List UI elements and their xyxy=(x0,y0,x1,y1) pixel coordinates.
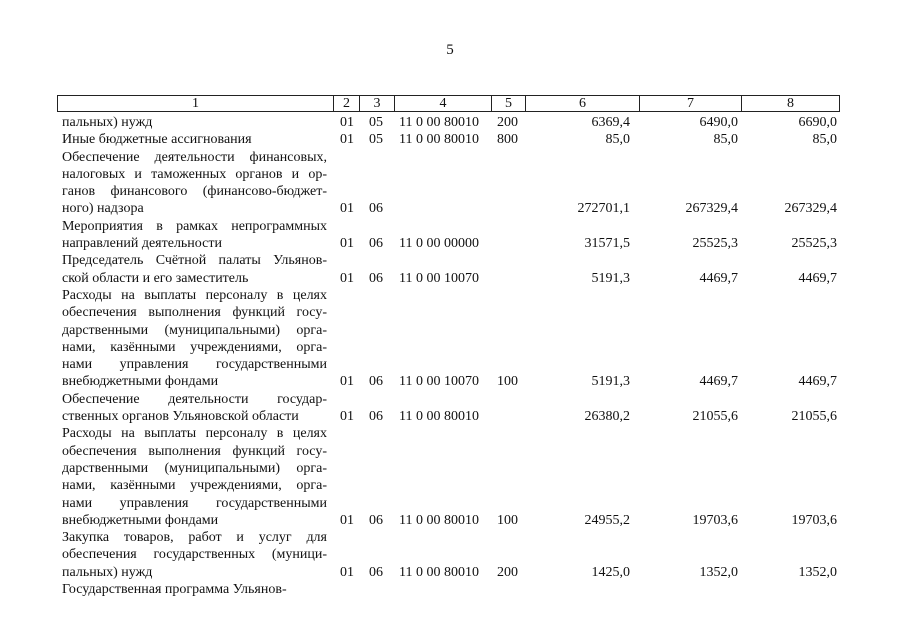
row-description xyxy=(62,529,327,581)
header-col-7: 7 xyxy=(640,96,742,111)
cell-c4: 11 0 00 00000 xyxy=(399,236,479,252)
cell-c6: 31571,5 xyxy=(584,236,630,252)
description-line: ской области и его заместитель xyxy=(62,270,249,286)
description-line: пальных) нужд xyxy=(62,115,153,130)
row-description xyxy=(62,391,327,426)
cell-c5: 800 xyxy=(497,132,518,148)
cell-c2: 01 xyxy=(340,201,354,217)
cell-c6: 85,0 xyxy=(605,132,630,148)
description-line: Иные бюджетные ассигнования xyxy=(62,132,252,148)
cell-c6: 272701,1 xyxy=(577,201,630,217)
cell-c7: 1352,0 xyxy=(699,564,738,580)
description-line: ного) надзора xyxy=(62,201,144,217)
cell-c4: 11 0 00 10070 xyxy=(399,374,479,390)
table-row xyxy=(0,425,905,529)
cell-c4: 11 0 00 80010 xyxy=(399,564,479,580)
description-line: Мероприятия в рамках непрограммных xyxy=(62,218,327,234)
cell-c8: 25525,3 xyxy=(791,236,837,252)
cell-c6: 26380,2 xyxy=(584,409,630,425)
cell-c6: 5191,3 xyxy=(591,374,630,390)
cell-c3: 06 xyxy=(369,201,383,217)
row-description xyxy=(62,425,327,529)
table-row xyxy=(0,149,905,218)
cell-c7: 21055,6 xyxy=(692,409,738,425)
cell-c8: 19703,6 xyxy=(791,512,837,528)
cell-c4: 11 0 00 10070 xyxy=(399,270,479,286)
cell-c3: 06 xyxy=(369,512,383,528)
row-description xyxy=(62,287,327,391)
description-line: Председатель Счётной палаты Ульянов- xyxy=(62,253,327,269)
description-line: обеспечения выполнения функций госу- xyxy=(62,305,327,321)
cell-c7: 19703,6 xyxy=(692,512,738,528)
cell-c7: 4469,7 xyxy=(699,374,738,390)
cell-c7: 267329,4 xyxy=(685,201,738,217)
page-number: 5 xyxy=(446,42,454,58)
description-line: нами управления государственными xyxy=(62,495,327,511)
cell-c7: 25525,3 xyxy=(692,236,738,252)
table-row xyxy=(0,287,905,391)
cell-c8: 4469,7 xyxy=(798,374,837,390)
cell-c4: 11 0 00 80010 xyxy=(399,115,479,130)
cell-c8: 267329,4 xyxy=(784,201,837,217)
cell-c3: 05 xyxy=(369,115,383,130)
row-description xyxy=(62,131,327,148)
description-line: нами, казёнными учреждениями, орга- xyxy=(62,339,327,355)
table-row xyxy=(0,218,905,253)
description-line: Обеспечение деятельности финансовых, xyxy=(62,149,327,165)
description-line: внебюджетными фондами xyxy=(62,374,219,390)
description-line: Обеспечение деятельности государ- xyxy=(62,391,327,407)
cell-c5: 200 xyxy=(497,115,518,130)
description-line: нами управления государственными xyxy=(62,357,327,373)
cell-c3: 06 xyxy=(369,374,383,390)
cell-c3: 06 xyxy=(369,236,383,252)
description-line: ганов финансового (финансово-бюджет- xyxy=(62,184,327,200)
header-col-4: 4 xyxy=(395,96,492,111)
table-body xyxy=(0,114,905,598)
cell-c7: 85,0 xyxy=(713,132,738,148)
description-line: внебюджетными фондами xyxy=(62,512,219,528)
table-row xyxy=(0,131,905,148)
description-line: ственных органов Ульяновской области xyxy=(62,409,299,425)
cell-c2: 01 xyxy=(340,132,354,148)
header-col-3: 3 xyxy=(360,96,395,111)
description-line: направлений деятельности xyxy=(62,236,222,252)
description-line: налоговых и таможенных органов и ор- xyxy=(62,166,327,182)
cell-c2: 01 xyxy=(340,564,354,580)
description-line: обеспечения государственных (муници- xyxy=(62,547,327,563)
cell-c6: 24955,2 xyxy=(584,512,630,528)
header-col-5: 5 xyxy=(492,96,526,111)
table-row xyxy=(0,391,905,426)
description-line: дарственными (муниципальными) орга- xyxy=(62,460,327,476)
cell-c5: 200 xyxy=(497,564,518,580)
cell-c8: 85,0 xyxy=(812,132,837,148)
description-line: Государственная программа Ульянов- xyxy=(62,582,287,598)
cell-c4: 11 0 00 80010 xyxy=(399,132,479,148)
cell-c8: 6690,0 xyxy=(798,115,837,130)
cell-c2: 01 xyxy=(340,409,354,425)
cell-c2: 01 xyxy=(340,270,354,286)
description-line: Расходы на выплаты персоналу в целях xyxy=(62,426,327,442)
cell-c8: 4469,7 xyxy=(798,270,837,286)
cell-c7: 4469,7 xyxy=(699,270,738,286)
cell-c6: 1425,0 xyxy=(591,564,630,580)
row-description xyxy=(62,252,327,287)
cell-c6: 5191,3 xyxy=(591,270,630,286)
cell-c2: 01 xyxy=(340,512,354,528)
cell-c8: 1352,0 xyxy=(798,564,837,580)
header-col-6: 6 xyxy=(526,96,640,111)
cell-c5: 100 xyxy=(497,374,518,390)
row-description xyxy=(62,114,327,131)
cell-c4: 11 0 00 80010 xyxy=(399,409,479,425)
cell-c2: 01 xyxy=(340,115,354,130)
row-description xyxy=(62,149,327,218)
cell-c5: 100 xyxy=(497,512,518,528)
cell-c2: 01 xyxy=(340,236,354,252)
cell-c8: 21055,6 xyxy=(791,409,837,425)
cell-c3: 05 xyxy=(369,132,383,148)
row-description xyxy=(62,581,327,598)
description-line: нами, казёнными учреждениями, орга- xyxy=(62,478,327,494)
table-row xyxy=(0,114,905,131)
table-row xyxy=(0,581,905,598)
cell-c3: 06 xyxy=(369,409,383,425)
cell-c4: 11 0 00 80010 xyxy=(399,512,479,528)
cell-c3: 06 xyxy=(369,270,383,286)
description-line: Закупка товаров, работ и услуг для xyxy=(62,530,327,546)
description-line: дарственными (муниципальными) орга- xyxy=(62,322,327,338)
header-col-8: 8 xyxy=(787,96,794,111)
cell-c7: 6490,0 xyxy=(699,115,738,130)
header-col-2: 2 xyxy=(334,96,360,111)
header-col-1: 1 xyxy=(58,96,334,111)
table-row xyxy=(0,252,905,287)
cell-c6: 6369,4 xyxy=(591,115,630,130)
row-description xyxy=(62,218,327,253)
table-row xyxy=(0,529,905,581)
description-line: пальных) нужд xyxy=(62,564,153,580)
cell-c3: 06 xyxy=(369,564,383,580)
cell-c2: 01 xyxy=(340,374,354,390)
table-header-row xyxy=(57,95,840,112)
description-line: обеспечения выполнения функций госу- xyxy=(62,443,327,459)
description-line: Расходы на выплаты персоналу в целях xyxy=(62,287,327,303)
